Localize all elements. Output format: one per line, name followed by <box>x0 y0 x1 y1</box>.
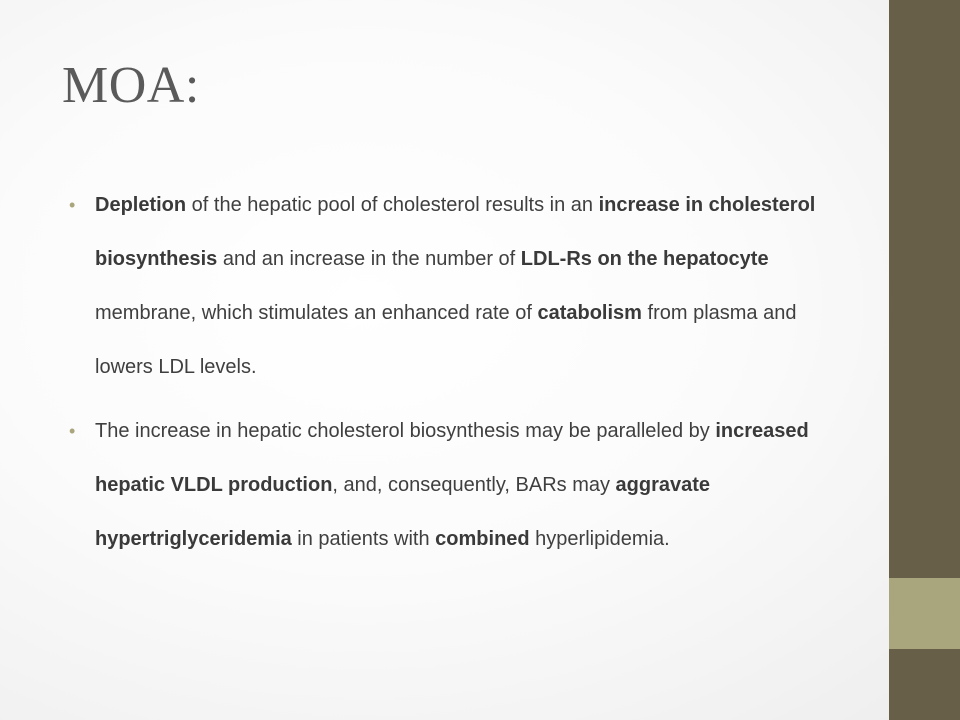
bullet-dot-icon: • <box>69 195 76 215</box>
text-segment: LDL-Rs on the hepatocyte <box>520 248 769 270</box>
text-segment: combined <box>435 528 530 550</box>
text-segment: of the hepatic pool of cholesterol results in an <box>186 194 599 216</box>
bullet-item <box>69 404 825 566</box>
text-segment: in patients with <box>291 528 436 550</box>
text-segment: hyperlipidemia. <box>529 528 670 550</box>
bullet-list <box>69 178 825 576</box>
text-segment: aggravate hypertriglyceridemia <box>95 474 711 550</box>
text-segment: The increase in hepatic cholesterol biosynthesis may be paralleled by <box>95 420 716 442</box>
text-segment: , and, consequently, BARs may <box>332 474 616 496</box>
bullet-item <box>69 178 825 394</box>
text-segment: catabolism <box>537 302 642 324</box>
slide-title: MOA: <box>62 57 200 114</box>
text-segment: increase in cholesterol biosynthesis <box>95 194 816 270</box>
text-segment: Depletion <box>95 194 187 216</box>
text-segment: from plasma and lowers LDL levels. <box>95 302 797 378</box>
bullet-dot-icon: • <box>69 421 76 441</box>
text-segment: and an increase in the number of <box>217 248 521 270</box>
side-accent-block <box>889 578 960 649</box>
text-segment: membrane, which stimulates an enhanced rate of <box>95 302 538 324</box>
text-segment: increased hepatic VLDL production <box>95 420 809 496</box>
